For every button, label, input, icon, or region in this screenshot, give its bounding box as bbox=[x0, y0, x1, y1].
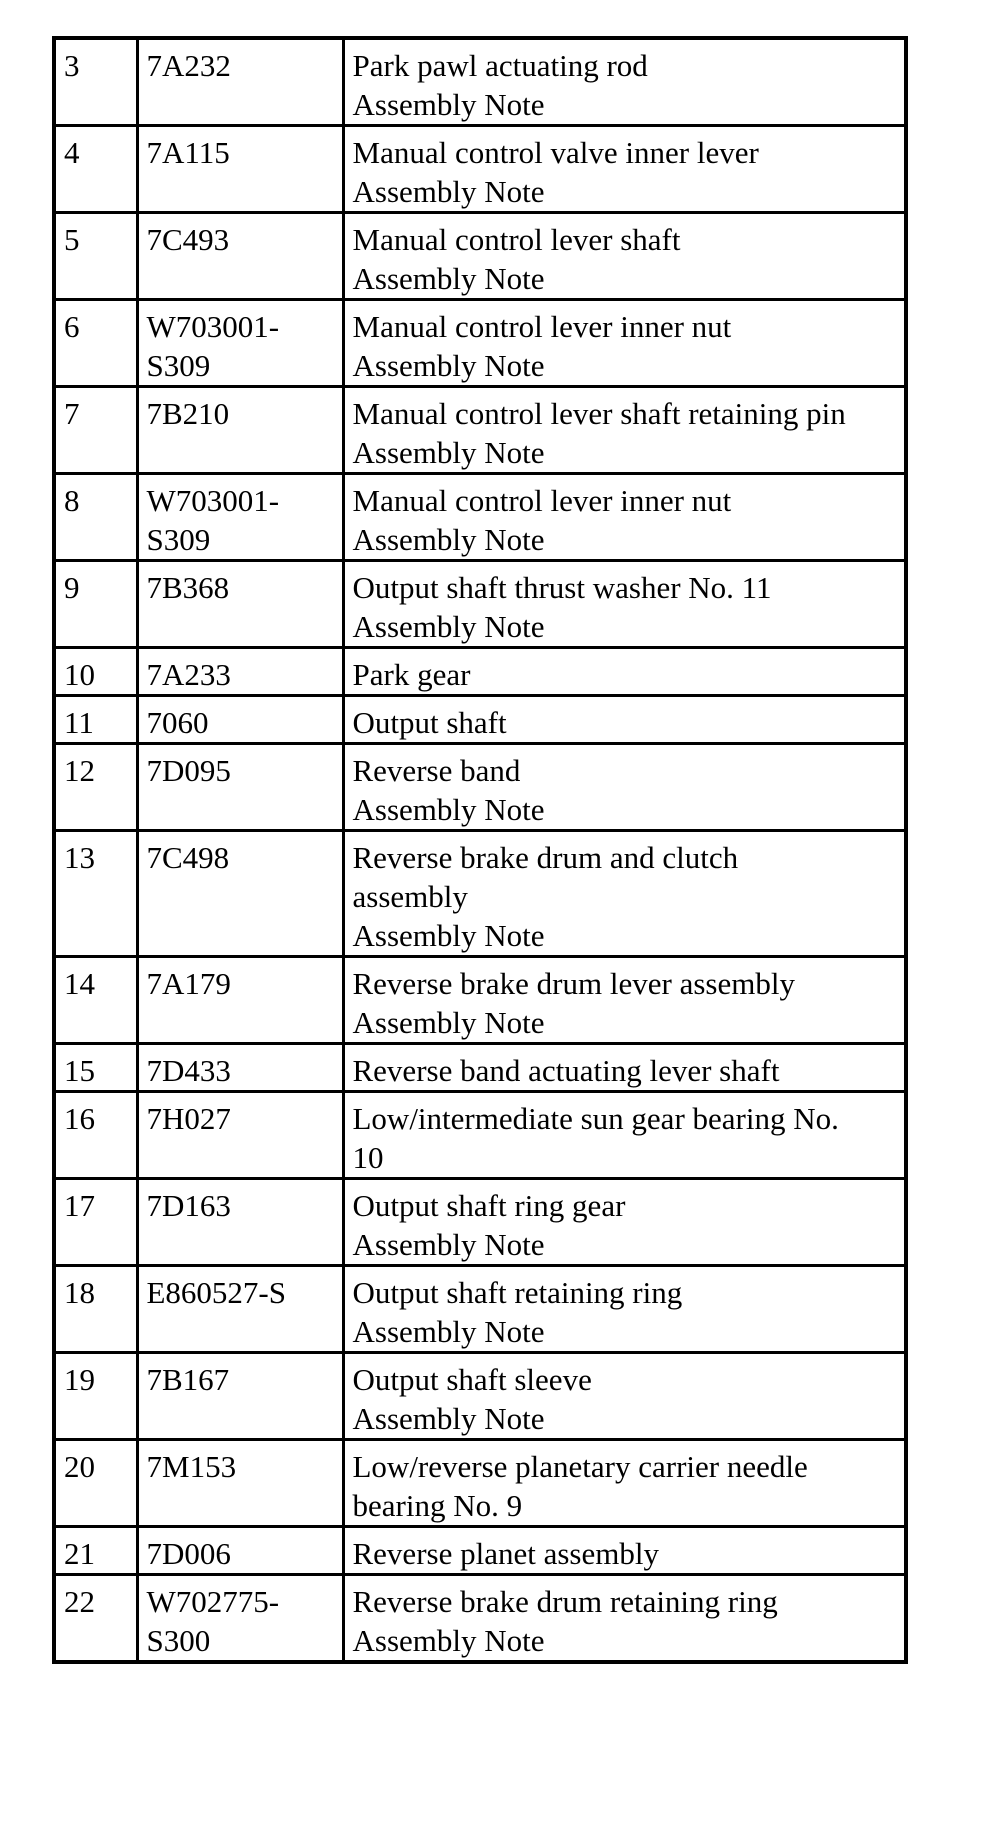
part-number-text: 7M153 bbox=[146, 1449, 237, 1484]
description-cell bbox=[343, 1527, 906, 1575]
description-text: Reverse planet assembly bbox=[352, 1536, 659, 1571]
part-number-cell bbox=[137, 1527, 343, 1575]
item-number-cell: 7 bbox=[54, 387, 137, 474]
description-text: Manual control lever inner nut bbox=[352, 483, 732, 518]
description-text: bearing No. 9 bbox=[352, 1488, 523, 1523]
item-number-cell: 19 bbox=[54, 1353, 137, 1440]
item-number-cell: 5 bbox=[54, 213, 137, 300]
assembly-note-link[interactable]: Assembly Note bbox=[352, 1227, 545, 1262]
table-row bbox=[54, 1353, 906, 1440]
parts-table bbox=[52, 36, 908, 1664]
table-row bbox=[54, 213, 906, 300]
description-cell bbox=[343, 831, 906, 957]
part-number-text: 7060 bbox=[146, 705, 209, 740]
description-cell bbox=[343, 126, 906, 213]
part-number-text: 7B210 bbox=[146, 396, 230, 431]
part-number-cell bbox=[137, 1044, 343, 1092]
description-text: Reverse band actuating lever shaft bbox=[352, 1053, 780, 1088]
item-number-cell: 16 bbox=[54, 1092, 137, 1179]
item-number-cell: 21 bbox=[54, 1527, 137, 1575]
assembly-note-link[interactable]: Assembly Note bbox=[352, 348, 545, 383]
description-cell bbox=[343, 1266, 906, 1353]
item-number-cell: 17 bbox=[54, 1179, 137, 1266]
table-row bbox=[54, 1092, 906, 1179]
table-row bbox=[54, 1044, 906, 1092]
part-number-text: W703001- bbox=[146, 309, 280, 344]
description-text: Manual control lever shaft bbox=[352, 222, 681, 257]
description-text: Low/reverse planetary carrier needle bbox=[352, 1449, 808, 1484]
table-row bbox=[54, 648, 906, 696]
item-number-cell: 8 bbox=[54, 474, 137, 561]
description-cell bbox=[343, 648, 906, 696]
part-number-cell bbox=[137, 300, 343, 387]
description-text: Reverse brake drum lever assembly bbox=[352, 966, 795, 1001]
part-number-cell bbox=[137, 1575, 343, 1663]
assembly-note-link[interactable]: Assembly Note bbox=[352, 87, 545, 122]
table-row bbox=[54, 474, 906, 561]
description-cell bbox=[343, 1353, 906, 1440]
table-row bbox=[54, 1527, 906, 1575]
table-row bbox=[54, 561, 906, 648]
description-text: Manual control lever shaft retaining pin bbox=[352, 396, 846, 431]
table-row bbox=[54, 1179, 906, 1266]
description-text: Reverse brake drum retaining ring bbox=[352, 1584, 778, 1619]
assembly-note-link[interactable]: Assembly Note bbox=[352, 174, 545, 209]
part-number-text: 7D433 bbox=[146, 1053, 231, 1088]
part-number-text: E860527-S bbox=[146, 1275, 286, 1310]
assembly-note-link[interactable]: Assembly Note bbox=[352, 1314, 545, 1349]
description-cell bbox=[343, 300, 906, 387]
description-cell bbox=[343, 387, 906, 474]
part-number-cell bbox=[137, 1353, 343, 1440]
part-number-text: 7A179 bbox=[146, 966, 231, 1001]
part-number-cell bbox=[137, 1440, 343, 1527]
parts-table-body bbox=[54, 38, 906, 1662]
table-row bbox=[54, 1440, 906, 1527]
item-number-cell: 3 bbox=[54, 38, 137, 126]
item-number-cell: 12 bbox=[54, 744, 137, 831]
description-text: Output shaft retaining ring bbox=[352, 1275, 683, 1310]
assembly-note-link[interactable]: Assembly Note bbox=[352, 792, 545, 827]
description-text: Output shaft sleeve bbox=[352, 1362, 592, 1397]
part-number-text: 7H027 bbox=[146, 1101, 231, 1136]
assembly-note-link[interactable]: Assembly Note bbox=[352, 1401, 545, 1436]
table-row bbox=[54, 831, 906, 957]
assembly-note-link[interactable]: Assembly Note bbox=[352, 918, 545, 953]
table-row bbox=[54, 126, 906, 213]
table-row bbox=[54, 1575, 906, 1663]
part-number-text: 7C498 bbox=[146, 840, 230, 875]
description-cell bbox=[343, 957, 906, 1044]
assembly-note-link[interactable]: Assembly Note bbox=[352, 261, 545, 296]
part-number-cell bbox=[137, 831, 343, 957]
assembly-note-link[interactable]: Assembly Note bbox=[352, 435, 545, 470]
table-row bbox=[54, 957, 906, 1044]
part-number-cell bbox=[137, 1179, 343, 1266]
table-row bbox=[54, 696, 906, 744]
item-number-cell: 6 bbox=[54, 300, 137, 387]
part-number-cell bbox=[137, 126, 343, 213]
part-number-cell bbox=[137, 38, 343, 126]
description-cell bbox=[343, 1092, 906, 1179]
part-number-text: S309 bbox=[146, 348, 211, 383]
description-text: Park gear bbox=[352, 657, 471, 692]
description-text: Output shaft thrust washer No. 11 bbox=[352, 570, 772, 605]
description-cell bbox=[343, 38, 906, 126]
part-number-text: 7D006 bbox=[146, 1536, 231, 1571]
description-cell bbox=[343, 1179, 906, 1266]
description-cell bbox=[343, 1575, 906, 1663]
part-number-text: 7A232 bbox=[146, 48, 231, 83]
description-cell bbox=[343, 474, 906, 561]
part-number-text: S309 bbox=[146, 522, 211, 557]
table-row bbox=[54, 744, 906, 831]
part-number-cell bbox=[137, 648, 343, 696]
description-cell bbox=[343, 1044, 906, 1092]
description-cell bbox=[343, 1440, 906, 1527]
part-number-cell bbox=[137, 696, 343, 744]
assembly-note-link[interactable]: Assembly Note bbox=[352, 1005, 545, 1040]
description-text: 10 bbox=[352, 1140, 384, 1175]
item-number-cell: 9 bbox=[54, 561, 137, 648]
item-number-cell: 11 bbox=[54, 696, 137, 744]
part-number-text: 7A115 bbox=[146, 135, 230, 170]
description-cell bbox=[343, 561, 906, 648]
part-number-cell bbox=[137, 561, 343, 648]
item-number-cell: 20 bbox=[54, 1440, 137, 1527]
description-cell bbox=[343, 696, 906, 744]
part-number-cell bbox=[137, 957, 343, 1044]
description-text: Low/intermediate sun gear bearing No. bbox=[352, 1101, 839, 1136]
part-number-text: 7B368 bbox=[146, 570, 230, 605]
part-number-cell bbox=[137, 213, 343, 300]
description-cell bbox=[343, 213, 906, 300]
part-number-text: 7D095 bbox=[146, 753, 231, 788]
table-row bbox=[54, 387, 906, 474]
description-text: Reverse band bbox=[352, 753, 521, 788]
part-number-text: 7C493 bbox=[146, 222, 230, 257]
item-number-cell: 13 bbox=[54, 831, 137, 957]
part-number-cell bbox=[137, 1092, 343, 1179]
table-row bbox=[54, 38, 906, 126]
item-number-cell: 14 bbox=[54, 957, 137, 1044]
item-number-cell: 4 bbox=[54, 126, 137, 213]
description-text: Output shaft ring gear bbox=[352, 1188, 626, 1223]
part-number-cell bbox=[137, 387, 343, 474]
item-number-cell: 22 bbox=[54, 1575, 137, 1663]
part-number-text: W703001- bbox=[146, 483, 280, 518]
description-text: Manual control lever inner nut bbox=[352, 309, 732, 344]
part-number-text: 7B167 bbox=[146, 1362, 230, 1397]
table-row bbox=[54, 300, 906, 387]
item-number-cell: 15 bbox=[54, 1044, 137, 1092]
description-text: Manual control valve inner lever bbox=[352, 135, 759, 170]
assembly-note-link[interactable]: Assembly Note bbox=[352, 522, 545, 557]
part-number-cell bbox=[137, 474, 343, 561]
part-number-text: W702775- bbox=[146, 1584, 280, 1619]
part-number-text: 7D163 bbox=[146, 1188, 231, 1223]
part-number-text: S300 bbox=[146, 1623, 211, 1658]
description-text: Park pawl actuating rod bbox=[352, 48, 648, 83]
description-text: Output shaft bbox=[352, 705, 507, 740]
description-text: Reverse brake drum and clutch bbox=[352, 840, 739, 875]
description-cell bbox=[343, 744, 906, 831]
part-number-cell bbox=[137, 744, 343, 831]
item-number-cell: 18 bbox=[54, 1266, 137, 1353]
part-number-cell bbox=[137, 1266, 343, 1353]
assembly-note-link[interactable]: Assembly Note bbox=[352, 1623, 545, 1658]
description-text: assembly bbox=[352, 879, 468, 914]
part-number-text: 7A233 bbox=[146, 657, 231, 692]
assembly-note-link[interactable]: Assembly Note bbox=[352, 609, 545, 644]
table-row bbox=[54, 1266, 906, 1353]
item-number-cell: 10 bbox=[54, 648, 137, 696]
